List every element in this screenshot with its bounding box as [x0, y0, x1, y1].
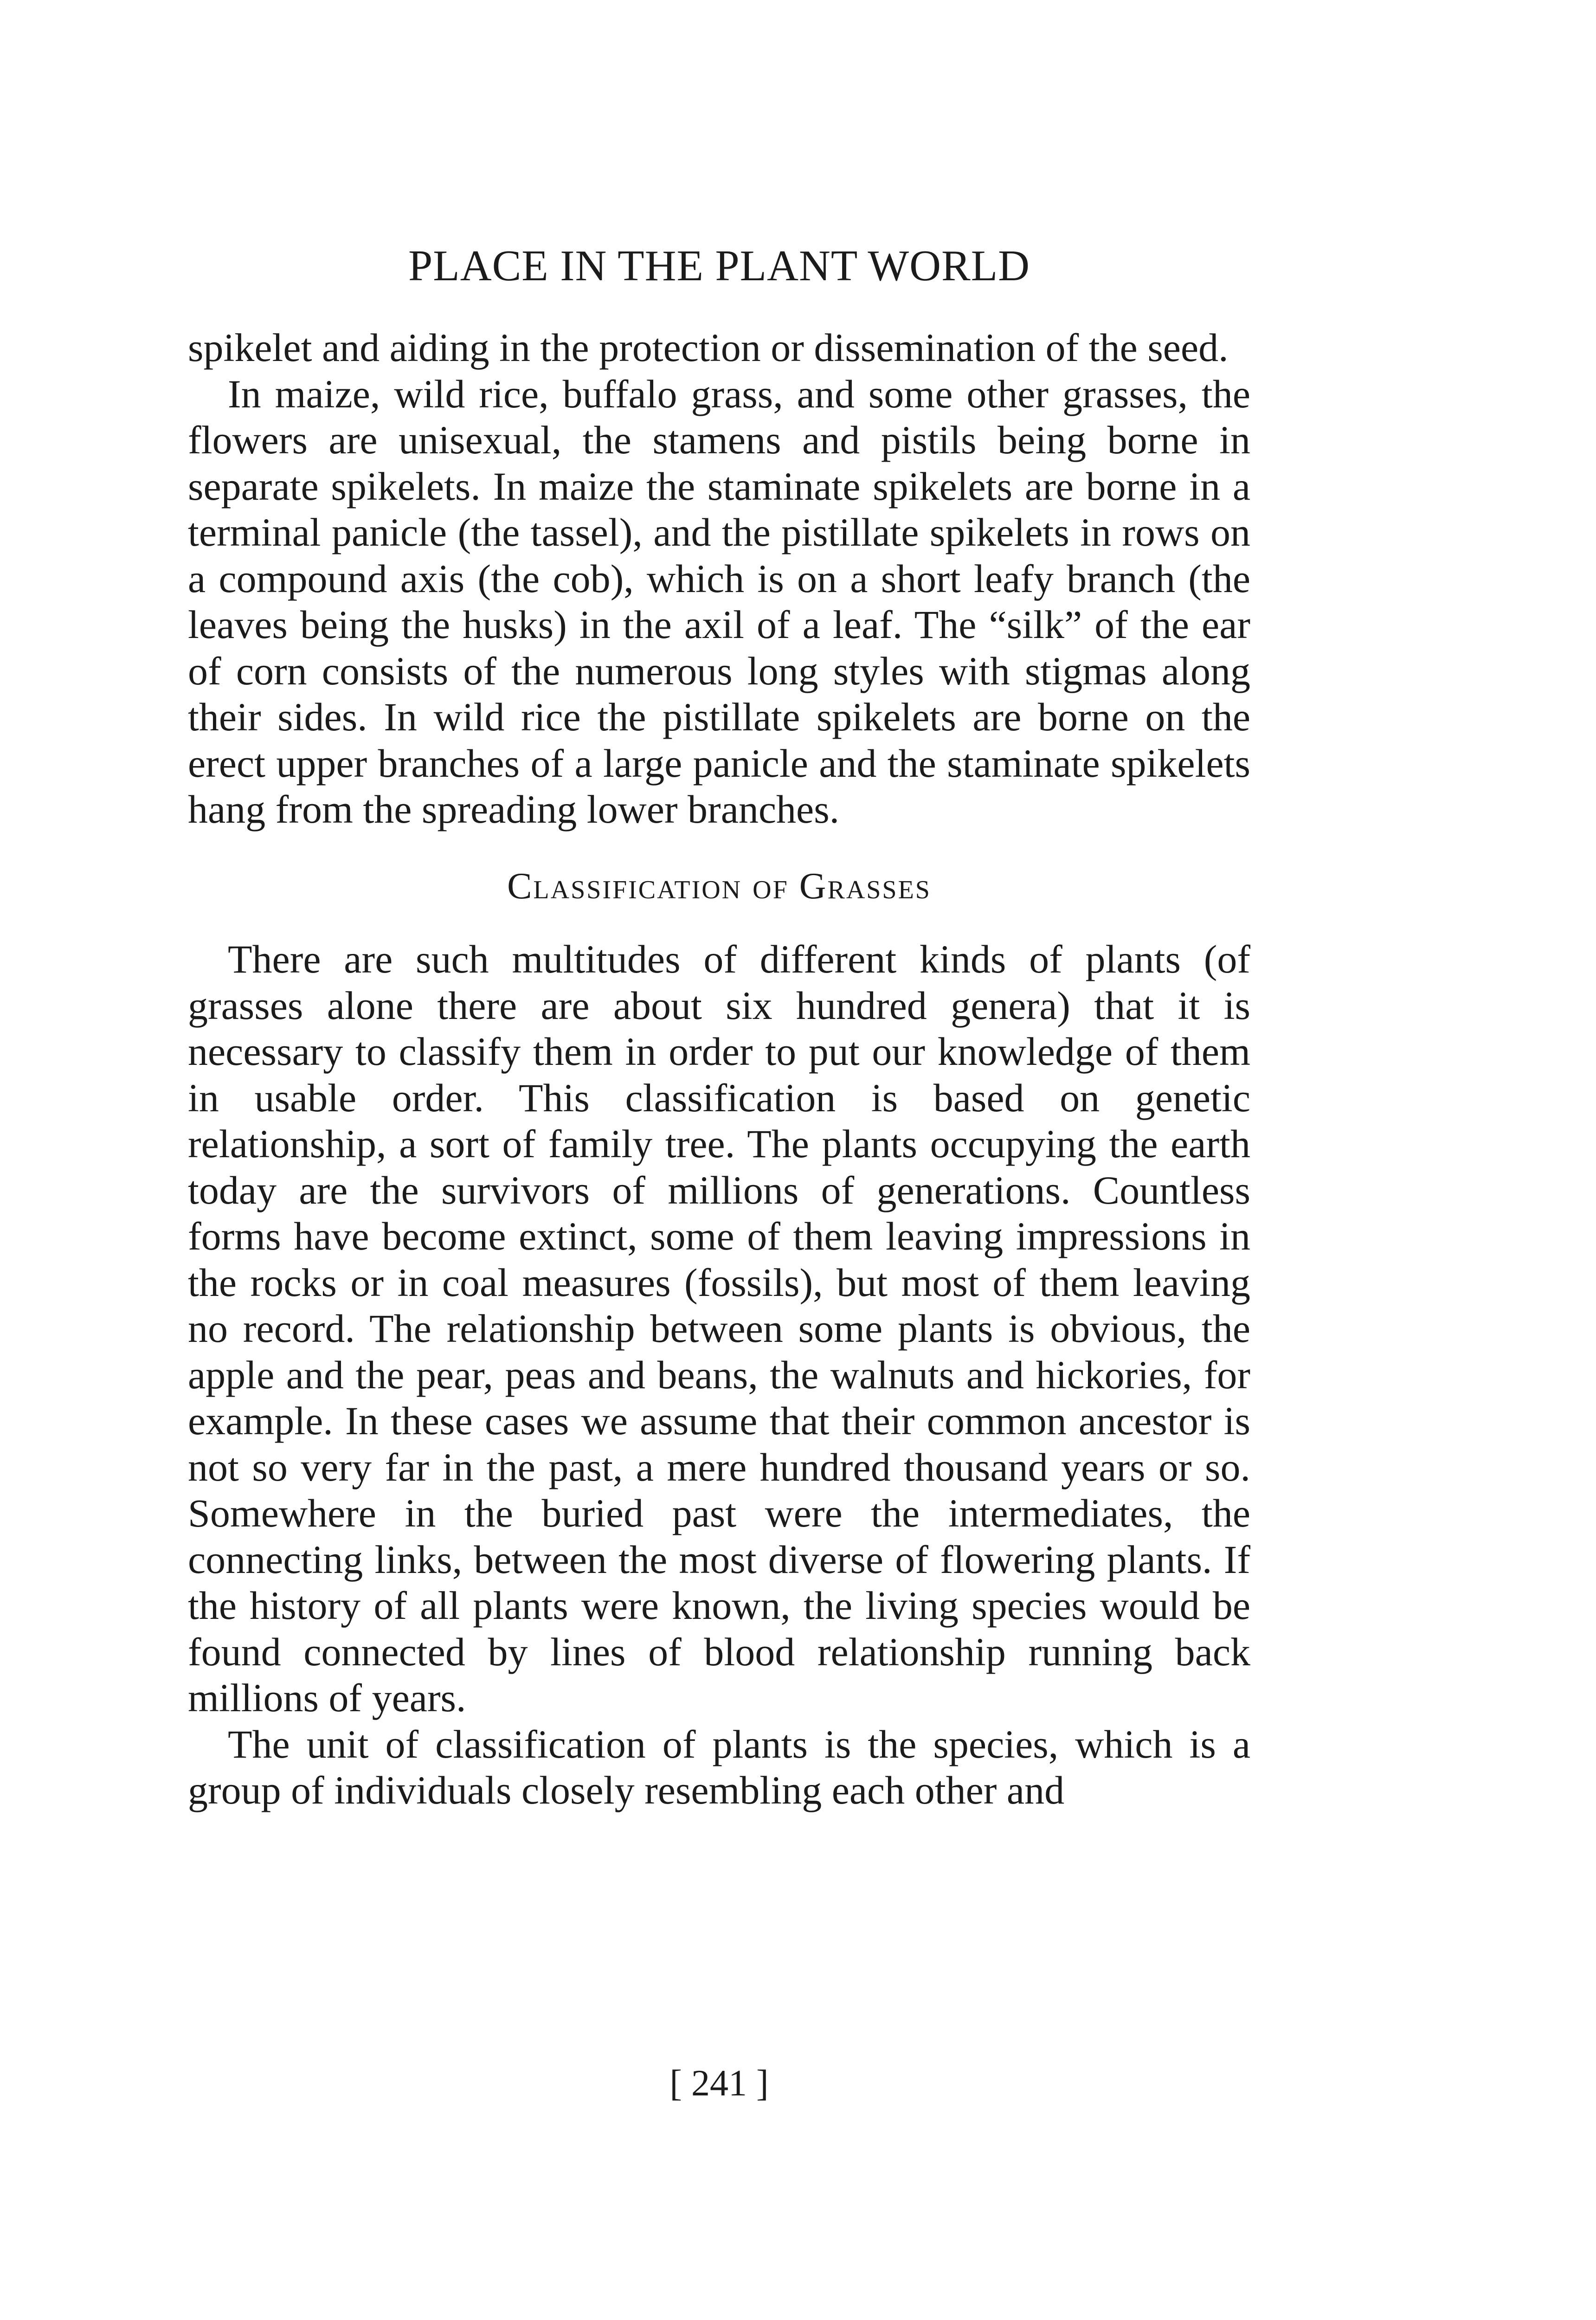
- paragraph-classification: There are such multitudes of different kinds of plants (of grasses alone there are about six hundred genera) that it is necessary to classify them in order to put our knowledge of them in usable order. This classification is based on genetic relationship, a sort of family tree. The plants occupying the earth today are the survivors of millions of generations. Countless forms have become extinct, some of them leaving impressions in the rocks or in coal measures (fossils), but most of them leaving no record. The relationship between some plants is obvious, the apple and the pear, peas and beans, the walnuts and hickories, for example. In these cases we assume that their common ancestor is not so very far in the past, a mere hundred thousand years or so. Somewhere in the buried past were the intermediates, the connecting links, between the most diverse of flowering plants. If the history of all plants were known, the living species would be found connected by lines of blood relationship running back millions of years.: [188, 937, 1250, 1720]
- paragraph-species: The unit of classification of plants is the species, which is a group of individuals closely resembling each other and: [188, 1721, 1250, 1812]
- running-head: PLACE IN THE PLANT WORLD: [408, 242, 1030, 290]
- section-heading: Classification of Grasses: [507, 865, 931, 907]
- paragraph-continued: spikelet and aiding in the protection or dissemination of the seed.: [188, 325, 1229, 370]
- paragraph-maize: In maize, wild rice, buffalo grass, and some other grasses, the flowers are unisexual, the stamens and pistils being borne in separate spikelets. In maize the staminate spikelets are borne in a terminal panicle (the tassel), and the pistillate spikelets in rows on a compound axis (the cob), which is on a short leafy branch (the leaves being the husks) in the axil of a leaf. The “silk” of the ear of corn consists of the numerous long styles with stigmas along their sides. In wild rice the pistillate spikelets are borne on the erect upper branches of a large panicle and the staminate spikelets hang from the spreading lower branches.: [188, 371, 1250, 831]
- body-text: [188, 325, 1250, 1814]
- page-number: [ 241 ]: [669, 2063, 769, 2104]
